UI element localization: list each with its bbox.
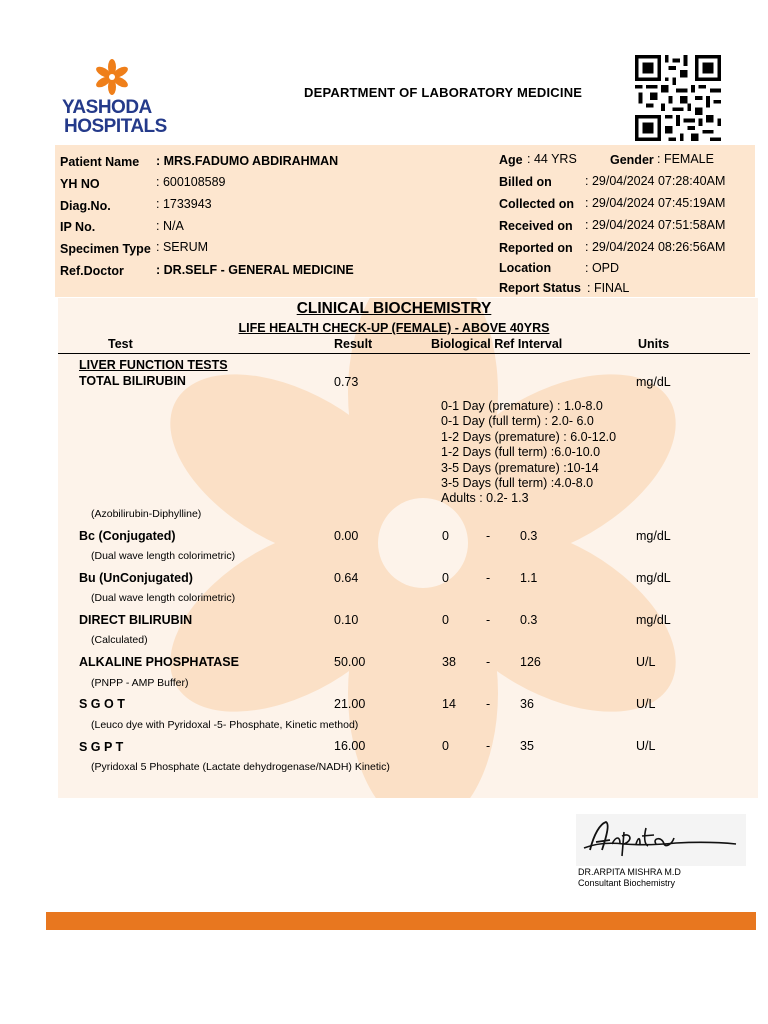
doctor-name: DR.ARPITA MISHRA M.D [578,867,681,877]
package-subtitle: LIFE HEALTH CHECK-UP (FEMALE) - ABOVE 40YRS [238,321,550,335]
yh-no-label: YH NO [60,177,100,191]
doctor-designation: Consultant Biochemistry [578,878,676,888]
specimen-type-value: : SERUM [156,240,209,254]
ref-interval-line: 0-1 Day (premature) : 1.0-8.0 [441,399,603,413]
ref-doctor-value: : DR.SELF - GENERAL MEDICINE [156,263,354,277]
age-value: : 44 YRS [527,152,577,166]
gender-value: : FEMALE [657,152,714,166]
test-result: 0.73 [334,375,359,389]
report-status-value: : FINAL [587,281,630,295]
ref-low: 0 [442,571,449,585]
column-header-ref-interval: Biological Ref Interval [431,337,563,351]
test-result: 21.00 [334,697,366,711]
test-name: S G P T [79,740,124,754]
qr-code-icon [632,55,724,141]
test-result: 0.64 [334,571,359,585]
received-on-value: : 29/04/2024 07:51:58AM [585,218,726,232]
test-unit: mg/dL [636,571,671,585]
collected-on-value: : 29/04/2024 07:45:19AM [585,196,726,210]
test-name: DIRECT BILIRUBIN [79,613,193,627]
ref-interval-line: 0-1 Day (full term) : 2.0- 6.0 [441,414,594,428]
ref-high: 0.3 [520,613,538,627]
location-label: Location [499,261,552,275]
ref-high: 36 [520,697,534,711]
yh-no-value: : 600108589 [156,175,226,189]
column-header-result: Result [334,337,373,351]
ref-dash: - [486,739,491,753]
test-method: (PNPP - AMP Buffer) [91,677,189,689]
column-header-test: Test [108,337,133,351]
test-name: TOTAL BILIRUBIN [79,374,186,388]
group-title: LIVER FUNCTION TESTS [79,358,228,372]
test-method: (Calculated) [91,634,148,646]
ref-dash: - [486,529,491,543]
test-method: (Pyridoxal 5 Phosphate (Lactate dehydrogenase/NADH) Kinetic) [91,761,390,773]
flower-logo-icon [92,57,132,97]
ref-high: 0.3 [520,529,538,543]
test-name: S G O T [79,697,125,711]
test-method: (Azobilirubin-Diphylline) [91,508,202,520]
test-name: Bc (Conjugated) [79,529,176,543]
ref-interval-line: 3-5 Days (premature) :10-14 [441,461,599,475]
department-title: DEPARTMENT OF LABORATORY MEDICINE [304,85,583,100]
ref-doctor-label: Ref.Doctor [60,264,124,278]
age-label: Age [499,153,523,167]
billed-on-label: Billed on [499,175,552,189]
column-header-units: Units [638,337,670,351]
test-method: (Dual wave length colorimetric) [91,592,236,604]
test-unit: U/L [636,655,656,669]
ref-high: 35 [520,739,534,753]
handwritten-signature-icon [576,814,746,866]
logo-text-line1: YASHODA [62,97,152,118]
ref-dash: - [486,613,491,627]
test-name: Bu (UnConjugated) [79,571,193,585]
ref-interval-line: 3-5 Days (full term) :4.0-8.0 [441,476,594,490]
test-unit: U/L [636,697,656,711]
test-method: (Dual wave length colorimetric) [91,550,236,562]
test-unit: U/L [636,739,656,753]
section-title: CLINICAL BIOCHEMISTRY [296,300,492,317]
diag-no-label: Diag.No. [60,199,111,213]
test-unit: mg/dL [636,529,671,543]
location-value: : OPD [585,261,620,275]
signature-image [576,814,746,866]
test-result: 50.00 [334,655,366,669]
test-method: (Leuco dye with Pyridoxal -5- Phosphate, Kinetic method) [91,719,359,731]
test-result: 16.00 [334,739,366,753]
report-status-label: Report Status [499,281,581,295]
ref-interval-line: Adults : 0.2- 1.3 [441,491,529,505]
billed-on-value: : 29/04/2024 07:28:40AM [585,174,726,188]
gender-label: Gender [610,153,654,167]
test-unit: mg/dL [636,613,671,627]
reported-on-label: Reported on [499,241,573,255]
test-name: ALKALINE PHOSPHATASE [79,655,239,669]
ref-high: 1.1 [520,571,538,585]
test-result: 0.00 [334,529,359,543]
patient-info-panel [55,145,755,297]
specimen-type-label: Specimen Type [60,242,151,256]
ref-interval-line: 1-2 Days (premature) : 6.0-12.0 [441,430,617,444]
test-result: 0.10 [334,613,359,627]
ref-dash: - [486,655,491,669]
ref-low: 14 [442,697,456,711]
test-unit: mg/dL [636,375,671,389]
patient-name-label: Patient Name [60,155,140,169]
logo-text-line2: HOSPITALS [64,116,167,137]
ref-low: 0 [442,529,449,543]
collected-on-label: Collected on [499,197,575,211]
ref-dash: - [486,697,491,711]
hospital-logo [52,52,172,142]
header-divider [58,353,750,354]
ip-no-value: : N/A [156,219,184,233]
diag-no-value: : 1733943 [156,197,212,211]
ref-high: 126 [520,655,541,669]
footer-accent-bar [46,912,756,930]
reported-on-value: : 29/04/2024 08:26:56AM [585,240,726,254]
ip-no-label: IP No. [60,220,96,234]
ref-interval-line: 1-2 Days (full term) :6.0-10.0 [441,445,601,459]
ref-low: 0 [442,613,449,627]
ref-low: 0 [442,739,449,753]
ref-dash: - [486,571,491,585]
received-on-label: Received on [499,219,573,233]
ref-low: 38 [442,655,456,669]
patient-name-value: : MRS.FADUMO ABDIRAHMAN [156,154,339,168]
